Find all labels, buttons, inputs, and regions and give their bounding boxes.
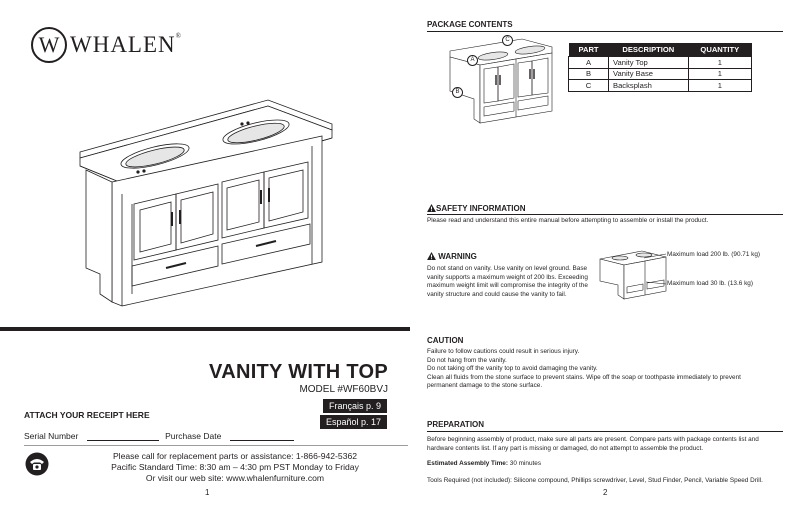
warning-heading: WARNING xyxy=(427,252,477,261)
caution-heading: CAUTION xyxy=(427,336,464,345)
safety-rule xyxy=(427,214,783,215)
serial-number-line xyxy=(87,440,159,441)
package-vanity-illustration xyxy=(448,33,560,131)
product-title: VANITY WITH TOP xyxy=(209,361,388,383)
preparation-rule xyxy=(427,431,783,432)
callout-b: B xyxy=(452,87,463,98)
quantity-cell: 1 xyxy=(688,80,751,92)
logo-wordmark: WHALEN® xyxy=(70,32,182,57)
part-cell: B xyxy=(569,68,609,80)
col-description: DESCRIPTION xyxy=(609,43,689,57)
table-row xyxy=(569,68,752,80)
quantity-cell: 1 xyxy=(688,68,751,80)
receipt-heading: ATTACH YOUR RECEIPT HERE xyxy=(24,410,150,420)
assembly-time: Estimated Assembly Time: 30 minutes xyxy=(427,460,542,467)
page-number-1: 1 xyxy=(205,488,210,497)
description-cell: Vanity Base xyxy=(609,68,689,80)
safety-heading: SAFETY INFORMATION xyxy=(427,204,525,213)
page-number-2: 2 xyxy=(603,488,608,497)
col-part: PART xyxy=(569,43,609,57)
max-load-drawer-label: Maximum load 30 lb. (13.6 kg) xyxy=(667,280,753,287)
purchase-date-label: Purchase Date xyxy=(165,431,222,441)
table-row xyxy=(569,80,752,92)
model-number: MODEL #WF60BVJ xyxy=(299,384,388,395)
purchase-date-line xyxy=(230,440,294,441)
vanity-illustration xyxy=(78,94,342,310)
col-quantity: QUANTITY xyxy=(688,43,751,57)
tools-required: Tools Required (not included): Silicone compound, Phillips screwdriver, Level, Stud Finder, Pencil, Variable Speed Drill. xyxy=(427,477,763,484)
callout-a: A xyxy=(467,55,478,66)
phone-icon xyxy=(25,452,49,476)
contact-info xyxy=(60,451,410,484)
description-cell: Vanity Top xyxy=(609,57,689,69)
parts-table xyxy=(568,43,752,92)
receipt-divider xyxy=(24,445,408,446)
table-row xyxy=(569,57,752,69)
receipt-fields xyxy=(24,431,294,441)
preparation-heading: PREPARATION xyxy=(427,420,485,429)
package-contents-rule xyxy=(427,31,783,32)
package-contents-heading: PACKAGE CONTENTS xyxy=(427,20,513,29)
serial-number-label: Serial Number xyxy=(24,431,79,441)
description-cell: Backsplash xyxy=(609,80,689,92)
contact-hours: Pacific Standard Time: 8:30 am – 4:30 pm PST Monday to Friday xyxy=(111,462,359,472)
warning-text: Do not stand on vanity. Use vanity on level ground. Base vanity supports a maximum weight of 200 lbs. Exceeding maximum weight limit will compromise the integrity of the vanity structure and could cause the vanity to fail. xyxy=(427,265,588,298)
contact-website[interactable]: Or visit our web site: www.whalenfurniture.com xyxy=(145,473,325,483)
caution-text: Failure to follow cautions could result in serious injury. Do not hang from the vanity. Do not taking off the vanity top to avoid damaging the vanity. Clean all fluids from the stone surface to prevent stains. Wipe off the soap or toothpaste immediately to prevent permanent damage to the stone surface. xyxy=(427,348,741,390)
safety-intro: Please read and understand this entire manual before attempting to assemble or install the product. xyxy=(427,217,709,224)
part-cell: A xyxy=(569,57,609,69)
quantity-cell: 1 xyxy=(688,57,751,69)
warning-triangle-icon xyxy=(427,204,436,212)
logo-monogram: W xyxy=(31,27,67,63)
french-page-link[interactable]: Français p. 9 xyxy=(323,399,387,413)
callout-leader-lines xyxy=(640,250,668,285)
callout-c: C xyxy=(502,35,513,46)
spanish-page-link[interactable]: Español p. 17 xyxy=(320,415,387,429)
preparation-text: Before beginning assembly of product, make sure all parts are present. Compare parts with package contents list and hardware contents list. If any part is missing or damaged, do not attempt to assemble the product. xyxy=(427,436,759,452)
part-cell: C xyxy=(569,80,609,92)
max-load-top-label: Maximum load 200 lb. (90.71 kg) xyxy=(667,251,761,258)
contact-phone: Please call for replacement parts or assistance: 1-866-942-5362 xyxy=(112,451,358,461)
cover-divider xyxy=(0,327,410,331)
warning-triangle-icon xyxy=(427,252,436,260)
